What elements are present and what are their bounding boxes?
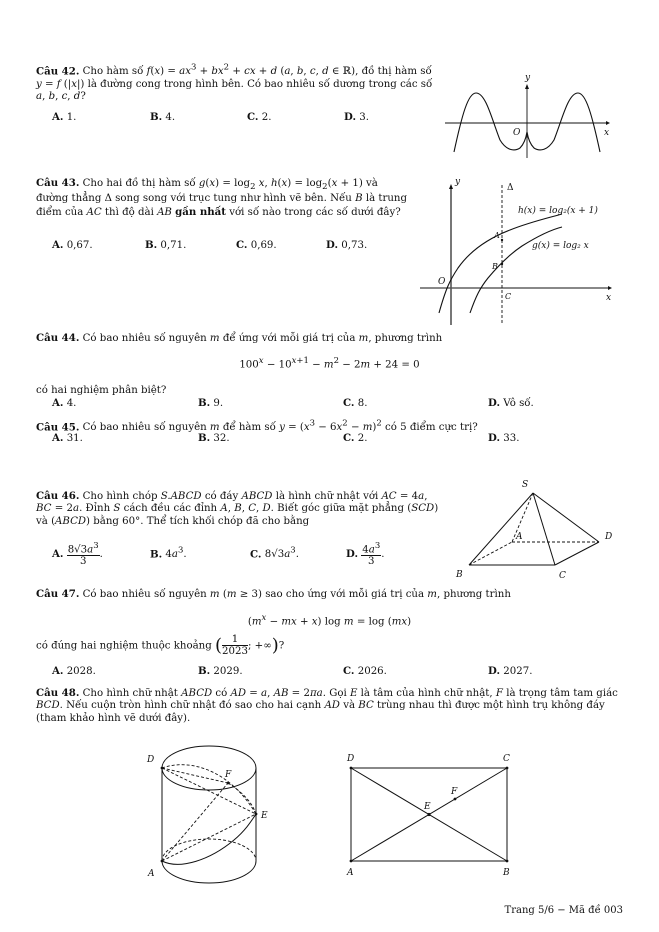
cylinder-top-ellipse [162, 746, 256, 790]
vertex-a-label: A [148, 869, 155, 879]
option-value: 3. [359, 112, 370, 123]
question-42 [36, 62, 440, 104]
option-value: 32. [213, 433, 230, 444]
option-value: 8. [357, 398, 368, 409]
question-text: Cho hình chữ nhật ABCD có AD = a, AB = 2πa. Gọi E là tâm của hình chữ nhật, F là trọng tâm tam giác BCD. Nếu cuộn tròn hình chữ nhật đó sao cho hai cạnh AD và BC trùng nhau thì được một hình trụ không đáy (tham khảo hình vẽ dưới đây). [36, 688, 618, 724]
y-axis-arrow-icon [449, 184, 453, 189]
point-b [506, 860, 509, 863]
option-value: 2028. [66, 666, 96, 677]
point-e [255, 813, 258, 816]
point-a [501, 239, 503, 241]
pyramid-figure [440, 470, 630, 590]
point-c-label: C [505, 292, 512, 301]
option-c[interactable] [343, 665, 387, 677]
origin-label: O [438, 277, 446, 287]
option-value: 2026. [357, 666, 387, 677]
option-fraction [67, 541, 100, 567]
segment-df [162, 768, 228, 783]
q43-log-graph-figure [410, 170, 630, 330]
option-value: $8√3a^3$. [264, 546, 299, 561]
delta-label: Δ [507, 183, 514, 193]
x-axis-arrow-icon [606, 121, 610, 125]
option-key: C. [247, 111, 259, 123]
option-key: A. [52, 239, 64, 251]
segment-de [162, 768, 256, 814]
vertex-c-label: C [559, 571, 566, 581]
point-a-label: A [494, 231, 500, 240]
option-b[interactable] [145, 239, 186, 251]
interval-suffix: ; +∞ [247, 640, 272, 652]
y-axis-arrow-icon [525, 84, 529, 89]
cylinder-bottom-back [162, 839, 256, 861]
option-key: B. [150, 111, 163, 123]
option-key: B. [198, 432, 211, 444]
segment-ae [162, 814, 256, 861]
x-label: x [606, 293, 612, 303]
option-key: B. [145, 239, 158, 251]
question-label: Câu 45. [36, 421, 80, 434]
option-key: D. [488, 665, 501, 677]
vertex-a-label: A [347, 868, 354, 878]
option-c[interactable] [250, 546, 299, 560]
option-b[interactable] [150, 111, 175, 123]
option-key: A. [52, 432, 64, 444]
option-b[interactable] [198, 397, 223, 409]
vertex-b-label: B [503, 868, 510, 878]
option-a[interactable] [52, 432, 83, 444]
question-text: Có bao nhiêu số nguyên m (m ≥ 3) sao cho ứng với mỗi giá trị của m, phương trình [82, 589, 511, 600]
vertex-d-label: D [147, 755, 155, 765]
option-key: B. [198, 665, 211, 677]
question-label: Câu 44. [36, 332, 80, 344]
q47-equation: ($m^x$ − mx + x) log m = log (mx) [247, 613, 412, 628]
option-value: 0,73. [341, 240, 368, 251]
vertex-b-label: B [456, 570, 463, 580]
g-label: g(x) = log₂ x [532, 241, 589, 251]
option-value: Vô số. [503, 398, 534, 409]
option-a[interactable] [52, 111, 76, 123]
segment-af [162, 783, 228, 861]
option-key: B. [150, 548, 163, 561]
g-curve [470, 227, 562, 313]
option-key: D. [488, 432, 501, 444]
option-key: D. [346, 548, 359, 561]
question-text: Cho hàm số $f(x) = ax^3 + bx^2$ + cx + d (a, b, c, d ∈ ℝ), đồ thị hàm số y = f (|x|) là đường cong trong hình bên. Có bao nhiêu số dương trong các số a, b, c, d? [36, 63, 433, 103]
option-key: C. [250, 548, 262, 561]
fraction-numerator: $4a^3$ [362, 541, 381, 556]
x-label: x [604, 128, 610, 138]
question-text: Cho hình chóp S.ABCD có đáy ABCD là hình chữ nhật với AC = 4a, BC = 2a. Đỉnh S cách đều các đỉnh A, B, C, D. Biết góc giữa mặt phẳng (SCD) và (ABCD) bằng 60°. Thể tích khối chóp đã cho bằng [36, 491, 439, 527]
question-label: Câu 43. [36, 177, 80, 189]
vertex-s-label: S [522, 480, 529, 490]
edge-ab [469, 542, 512, 565]
option-b[interactable] [150, 546, 187, 560]
option-value: $4a^3$. [165, 546, 187, 561]
option-c[interactable] [236, 239, 277, 251]
question-45 [36, 418, 626, 435]
question-label: Câu 46. [36, 490, 80, 502]
option-c[interactable] [343, 397, 367, 409]
option-value: 2027. [503, 666, 533, 677]
question-44 [36, 332, 626, 345]
point-b [501, 263, 503, 265]
option-value: 2. [261, 112, 272, 123]
option-key: D. [344, 111, 357, 123]
question-label: Câu 47. [36, 588, 80, 600]
point-e-label: E [261, 811, 268, 821]
question-46 [36, 490, 440, 528]
q44-text-after: có hai nghiệm phân biệt? [36, 385, 167, 396]
option-key: C. [343, 397, 355, 409]
point-f-label: F [451, 787, 458, 797]
option-a[interactable]: A. $\frac{8√3a^3}{3}$ . [52, 541, 103, 568]
question-text: Có bao nhiêu số nguyên m để ứng với mỗi giá trị của m, phương trình [82, 333, 443, 344]
origin-label: O [513, 128, 521, 138]
cylinder-figure [130, 740, 300, 890]
q42-graph-figure [440, 60, 620, 160]
option-b[interactable] [198, 665, 243, 677]
option-a[interactable] [52, 397, 76, 409]
point-f [227, 782, 230, 785]
vertex-a-label: A [516, 532, 523, 542]
option-value: 1. [66, 112, 77, 123]
option-d[interactable] [488, 665, 532, 677]
option-key: C. [343, 665, 355, 677]
option-key: D. [326, 239, 339, 251]
option-d[interactable] [488, 432, 519, 444]
fraction-denominator: 3 [79, 556, 87, 568]
option-b[interactable] [198, 432, 230, 444]
option-key: A. [52, 111, 64, 123]
option-value: 9. [213, 398, 224, 409]
question-label: Câu 48. [36, 687, 80, 699]
option-value: 4. [165, 112, 176, 123]
option-value: 0,67. [66, 240, 93, 251]
vertex-d-label: D [605, 532, 613, 542]
point-a [161, 860, 164, 863]
question-text: Có bao nhiêu số nguyên m để hàm số $y = (x^3 - 6x^2 - m)^2$ có 5 điểm cực trị? [82, 419, 478, 434]
point-e [427, 813, 430, 816]
question-48 [36, 687, 626, 725]
page-footer: Trang 5/6 − Mã đề 003 [504, 905, 623, 916]
option-fraction [361, 541, 381, 567]
option-key: A. [52, 397, 64, 409]
fraction-denominator: 3 [368, 556, 375, 568]
point-f [454, 798, 457, 801]
option-a[interactable] [52, 665, 96, 677]
edge-cd [555, 542, 599, 565]
option-d[interactable]: D. $\frac{4a^3}{3}$ . [346, 541, 385, 568]
q47-text-after: có đúng hai nghiệm thuộc khoảng ( $\frac{1}{2023}$ ; +∞)? [36, 634, 285, 657]
option-value: 2. [357, 433, 368, 444]
point-d [161, 767, 164, 770]
q44-equation: $100^x - 10^{x+1} - m^2 - 2m + 24 = 0$ [239, 356, 420, 371]
option-value: 31. [66, 433, 83, 444]
text-prefix: có đúng hai nghiệm thuộc khoảng [36, 640, 212, 652]
option-key: C. [343, 432, 355, 444]
edge-sc [533, 493, 555, 565]
edge-sb [469, 493, 533, 565]
option-d[interactable] [488, 397, 534, 409]
vertex-d-label: D [347, 754, 355, 764]
question-47 [36, 588, 626, 601]
option-key: A. [52, 548, 64, 561]
fraction-numerator: $8√3a^3$ [67, 541, 99, 556]
rectangle-figure [330, 740, 530, 890]
question-text: Cho hai đồ thị hàm số $g(x) = \log_2 x$, $h(x) = \log_2(x + 1)$ và đường thẳng Δ song song với trục tung như hình vẽ bên. Nếu B là trung điểm của AC thì độ dài AB gần nhất với số nào trong các số dưới đây? [36, 178, 407, 218]
x-axis-arrow-icon [608, 286, 612, 290]
option-a[interactable] [52, 239, 93, 251]
y-label: y [525, 73, 531, 83]
helix-back [162, 765, 256, 814]
point-b-label: B [492, 262, 498, 271]
point-d [350, 767, 353, 770]
vertex-c-label: C [503, 754, 510, 764]
option-value: 0,69. [250, 240, 277, 251]
option-c[interactable] [343, 432, 367, 444]
option-value: 2029. [213, 666, 243, 677]
option-value: 33. [503, 433, 520, 444]
question-label: Câu 42. [36, 65, 80, 78]
fraction-numerator: 1 [222, 634, 248, 646]
option-value: 4. [66, 398, 77, 409]
option-key: C. [236, 239, 248, 251]
option-value: 0,71. [160, 240, 187, 251]
point-c [506, 767, 509, 770]
fraction-denominator: 2023 [222, 646, 248, 657]
edge-sd [533, 493, 599, 542]
option-d[interactable] [344, 111, 369, 123]
option-key: A. [52, 665, 64, 677]
point-e-label: E [424, 802, 431, 812]
option-key: D. [488, 397, 501, 409]
option-key: B. [198, 397, 211, 409]
point-f-label: F [225, 770, 232, 780]
y-label: y [455, 177, 461, 187]
point-a [350, 860, 353, 863]
option-c[interactable] [247, 111, 271, 123]
question-43 [36, 177, 408, 219]
option-d[interactable] [326, 239, 367, 251]
h-label: h(x) = log₂(x + 1) [518, 206, 598, 216]
interval-fraction [222, 634, 248, 657]
